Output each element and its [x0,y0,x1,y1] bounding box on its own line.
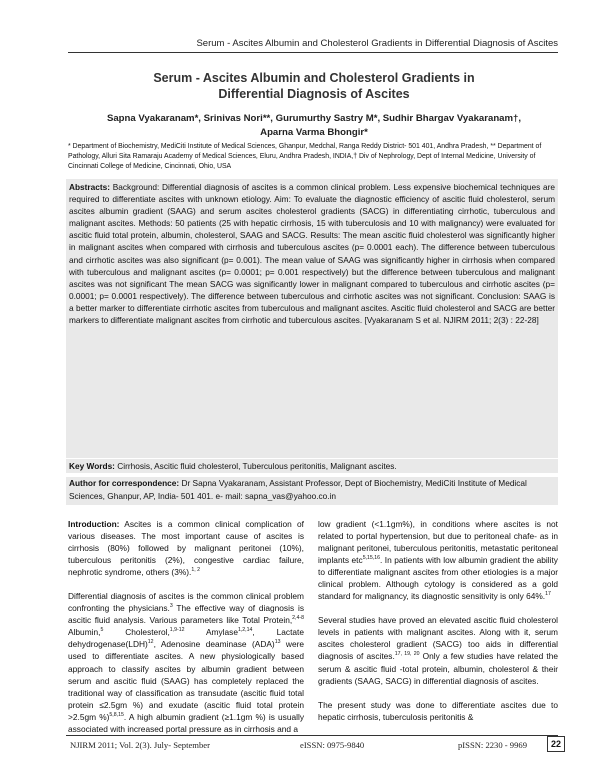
article-title [70,70,558,102]
correspondence-box [66,477,558,505]
authors-line-2: Aparna Varma Bhongir* [260,126,368,138]
ref-marker: 5,15,16 [362,555,380,562]
abstract-citation: [Vyakaranam S et al. NJIRM 2011; 2(3) : 22-28] [364,315,539,326]
body-paragraph-2 [68,590,304,735]
body-text: Several studies have proved an elevated ascitic fluid cholesterol levels in patients with malignant ascites. Along with it, serum ascites cholesterol gradient (SACG) too aids in differential diagnosis of ascites. [318,615,558,662]
ref-marker: 13 [274,639,281,646]
body-text: . In patients with low albumin gradient the ability to differentiate malignant ascites from other etiologies is a major clinical problem. Although cytology is considered as a gold standard for malignancy, its diagnostic sensitivity is only 64%. [318,555,558,602]
ref-marker: 1,9-12 [169,627,185,634]
title-line-1: Serum - Ascites Albumin and Cholesterol Gradients in [153,71,475,85]
ref-marker: 1, 2 [191,567,201,574]
ref-marker: 5 [100,627,104,634]
title-line-2: Differential Diagnosis of Ascites [218,87,410,101]
running-head: Serum - Ascites Albumin and Cholesterol Gradients in Differential Diagnosis of Ascites [196,38,558,49]
body-text: low gradient (<1.1gm%), in conditions where ascites is not related to portal hypertension, but due to peritoneal chafe- as in malignant peritonei, tuberculous peritonitis, metastatic peritoneal implants etc [318,519,558,566]
body-text: were used to differentiate ascites. A new physiologically based approach to classify ascites by albumin gradient between serum and ascitic fluid (SAAG) has completely replaced the traditional way of classification as transudate (ascitic fluid total protein ≤2.5gm %) and exudate (ascitic fluid total protein >2.5gm %) [68,639,305,722]
body-text: Cholesterol, [103,627,170,638]
ref-marker: 5,8,15 [109,711,124,718]
body-text: Amylase [184,627,238,638]
body-column-left [68,518,304,747]
body-text: Albumin, [68,627,101,638]
ref-marker: 1,2,14 [237,627,253,634]
header-rule [68,52,558,53]
ref-marker: 2,4-8 [292,615,304,622]
keywords-label: Key Words: [69,461,115,471]
correspondence-text: Dr Sapna Vyakaranam, Assistant Professor, Dept of Biochemistry, MediCiti Institute of Medical Sciences, Ghanpur, AP, India- 501 401. e- mail: sapna_vas@yahoo.co.in [69,478,527,501]
ref-marker: 17 [545,591,551,598]
body-text: Only a few studies have related the serum & ascitic fluid -total protein, albumin, cholesterol & their gradients (SAAG, SACG) in differential diagnosis of ascites. [318,651,558,686]
footer-rule [66,735,558,736]
intro-text: Ascites is a common clinical complication of various diseases. The most important cause of ascites is cirrhosis (80%) followed by malignant peritonei (10%), tuberculous peritonitis (2%), congestive cardiac failure, nephrotic syndrome, others (3%). [68,519,304,578]
body-text: , Adenosine deaminase (ADA) [153,639,275,650]
authors-line-1: Sapna Vyakaranam*, Srinivas Nori**, Gurumurthy Sastry M*, Sudhir Bhargav Vyakaranam†, [106,113,522,124]
author-list [70,112,558,139]
abstract-label: Abstracts: [69,182,111,192]
ref-marker: 12 [147,639,154,646]
keywords-box [66,459,558,473]
ref-marker: 17, 19, 20 [394,651,420,658]
body-text: Differential diagnosis of ascites is the common clinical problem confronting the physicians. [68,591,304,614]
intro-heading: Introduction: [68,519,120,529]
intro-paragraph [68,518,304,578]
body-paragraph-4 [318,614,558,686]
footer-pissn: pISSN: 2230 - 9969 [458,740,527,750]
body-text: . A high albumin gradient (≥1.1gm %) is usually associated with increased portal pressure as in cirrhosis and a [68,711,304,734]
affiliations: * Department of Biochemistry, MediCiti Institute of Medical Sciences, Ghanpur, Medchal, Ranga Reddy District- 501 401, Andhra Pradesh, ** Department of Pathology, Alluri Sita Ramaraju Academy of Medical Sciences, Eluru, Andhra Pradesh, INDIA,† Div of Nephrology, Dept of Internal Medicine, University of Cincinnati College of Medicine, Cincinnati, Ohio, USA [68,143,542,171]
abstract-text: Background: Differential diagnosis of ascites is a common clinical problem. Less expensive biochemical techniques are required to differentiate ascites with unknown etiology. Aim: To evaluate the diagnostic efficiency of ascitic fluid cholesterol, serum ascites albumin gradient (SAAG) and serum ascites cholesterol gradients (SACG) in differentiating cirrhotic, tuberculous and malignant ascites. Methods: 50 patients (25 with hepatic cirrhosis, 15 with tuberculosis and 10 with malignancy) were evaluated for ascitic fluid total protein, albumin, cholesterol, SAAG and SACG. Results: The mean ascitic fluid cholesterol was significantly higher in malignant ascites when compared with cirrhosis and tuberculous ascites (p= 0.0001 each). The difference between tuberculous and cirrhotic ascites was also significant (p= 0.001). The mean value of SAAG was significantly higher in cirrhosis when compared with tuberculous and malignant ascites (p= 0.0001; p= 0.001 respectively) but the difference between tuberculous and malignant ascites was not significant The mean SACG was significantly lower in malignant compared to tuberculous and cirrhotic ascites (p= 0.0001; p= 0.0001 respectively). The difference between tuberculous and cirrhotic ascites was not significant. Conclusion: SAAG is a better marker to differentiate cirrhotic ascites from tuberculous and malignant ascites. Ascitic fluid cholesterol and SACG are better markers to differentiate malignant ascites from cirrhotic and tuberculous ascites. [69,182,555,326]
keywords-text: Cirrhosis, Ascitic fluid cholesterol, Tuberculous peritonitis, Malignant ascites. [117,461,397,471]
footer-eissn: eISSN: 0975-9840 [300,740,365,750]
ref-marker: 3 [169,603,173,610]
footer-journal: NJIRM 2011; Vol. 2(3). July- September [70,740,210,750]
abstract-box [66,179,558,458]
page-number: 22 [547,736,565,752]
body-paragraph-3 [318,518,558,602]
correspondence-label: Author for correspondence: [69,478,180,488]
body-text: The effective way of diagnosis is ascitic fluid analysis. Various parameters like Total Protein, [68,603,304,626]
body-text: , Lactate dehydrogenase(LDH) [68,627,305,650]
body-column-right [318,518,558,735]
body-paragraph-5: The present study was done to differentiate ascites due to hepatic cirrhosis, tuberculosis peritonitis & [318,699,558,722]
